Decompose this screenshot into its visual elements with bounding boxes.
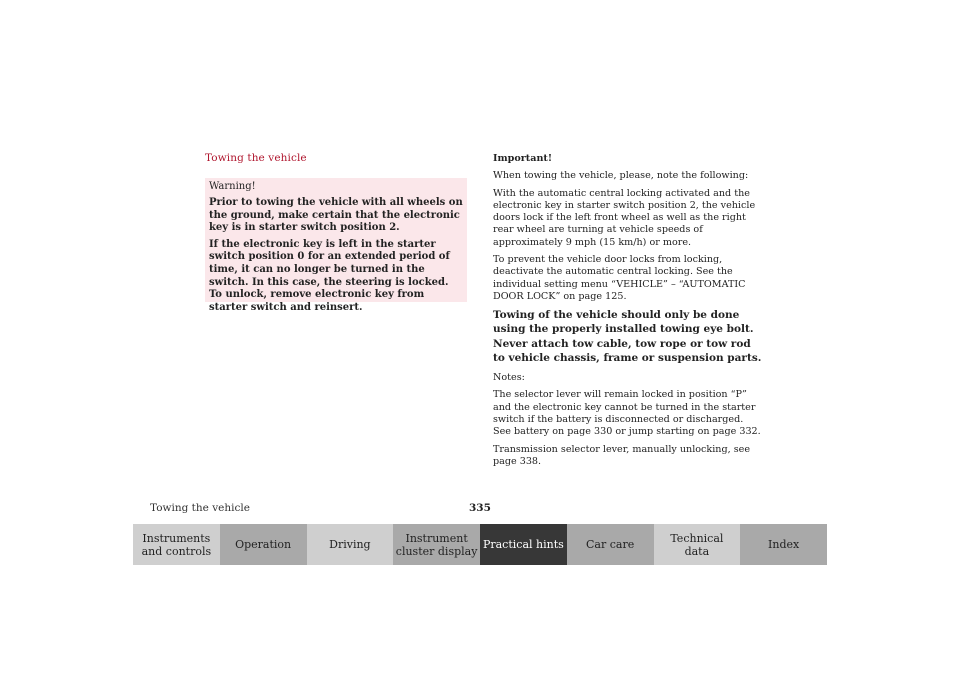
tab-technical-data[interactable]: [654, 524, 741, 565]
warning-title: Warning!: [209, 181, 256, 192]
tab-label: Technical data: [670, 531, 724, 558]
section-nav-bar: [133, 524, 827, 565]
important-label: Important!: [493, 153, 553, 164]
note-transmission: Transmission selector lever, manually unlocking, see page 338.: [493, 443, 751, 467]
prevent-lock-paragraph: To prevent the vehicle door locks from locking, deactivate the automatic central locking. See the individual setting menu “VEHICLE” – “AUTOMATIC DOOR LOCK” on page 125.: [493, 254, 746, 302]
tab-label: Driving: [329, 538, 371, 551]
tab-car-care[interactable]: [567, 524, 654, 565]
warning-paragraph: Prior to towing the vehicle with all wheels on the ground, make certain that the electronic key is in starter switch position 2.: [209, 197, 463, 234]
important-intro: When towing the vehicle, please, note the following:: [493, 170, 749, 182]
tab-operation[interactable]: [220, 524, 307, 565]
tab-driving[interactable]: [307, 524, 394, 565]
tab-instruments-and-controls[interactable]: [133, 524, 220, 565]
warning-box: [205, 178, 467, 313]
tab-label: Car care: [586, 538, 635, 551]
note-selector-lever: The selector lever will remain locked in position “P” and the electronic key cannot be turned in the starter switch if the battery is disconnected or discharged. See battery on page 330 or jump starting on page 332.: [493, 389, 761, 438]
page-number: 335: [469, 502, 491, 514]
towing-eye-bolt-paragraph: Towing of the vehicle should only be done using the properly installed towing eye bolt. Never attach tow cable, tow rope or tow rod to vehicle chassis, frame or suspension parts.: [493, 309, 762, 364]
notes-label: Notes:: [493, 372, 525, 384]
tab-label: Operation: [235, 538, 292, 551]
tab-label: Index: [768, 538, 800, 551]
tab-index[interactable]: [740, 524, 827, 565]
footer-section-label: Towing the vehicle: [150, 502, 250, 514]
tab-practical-hints[interactable]: [480, 524, 567, 565]
tab-label: Instruments and controls: [141, 531, 212, 558]
central-locking-paragraph: With the automatic central locking activated and the electronic key in starter switch position 2, the vehicle doors lock if the left front wheel as well as the right rear wheel are turning at vehicle speeds of approximately 9 mph (15 km/h) or more.: [493, 187, 756, 248]
right-column: [493, 153, 763, 473]
tab-label: Practical hints: [482, 538, 564, 551]
warning-paragraph: If the electronic key is left in the starter switch position 0 for an extended period of time, it can no longer be turned in the switch. In this case, the steering is locked. To unlock, remove electronic key from starter switch and reinsert.: [209, 238, 450, 313]
tab-label: Instrument cluster display: [395, 531, 478, 558]
section-title: Towing the vehicle: [205, 152, 307, 164]
tab-instrument-cluster-display[interactable]: [393, 524, 480, 565]
